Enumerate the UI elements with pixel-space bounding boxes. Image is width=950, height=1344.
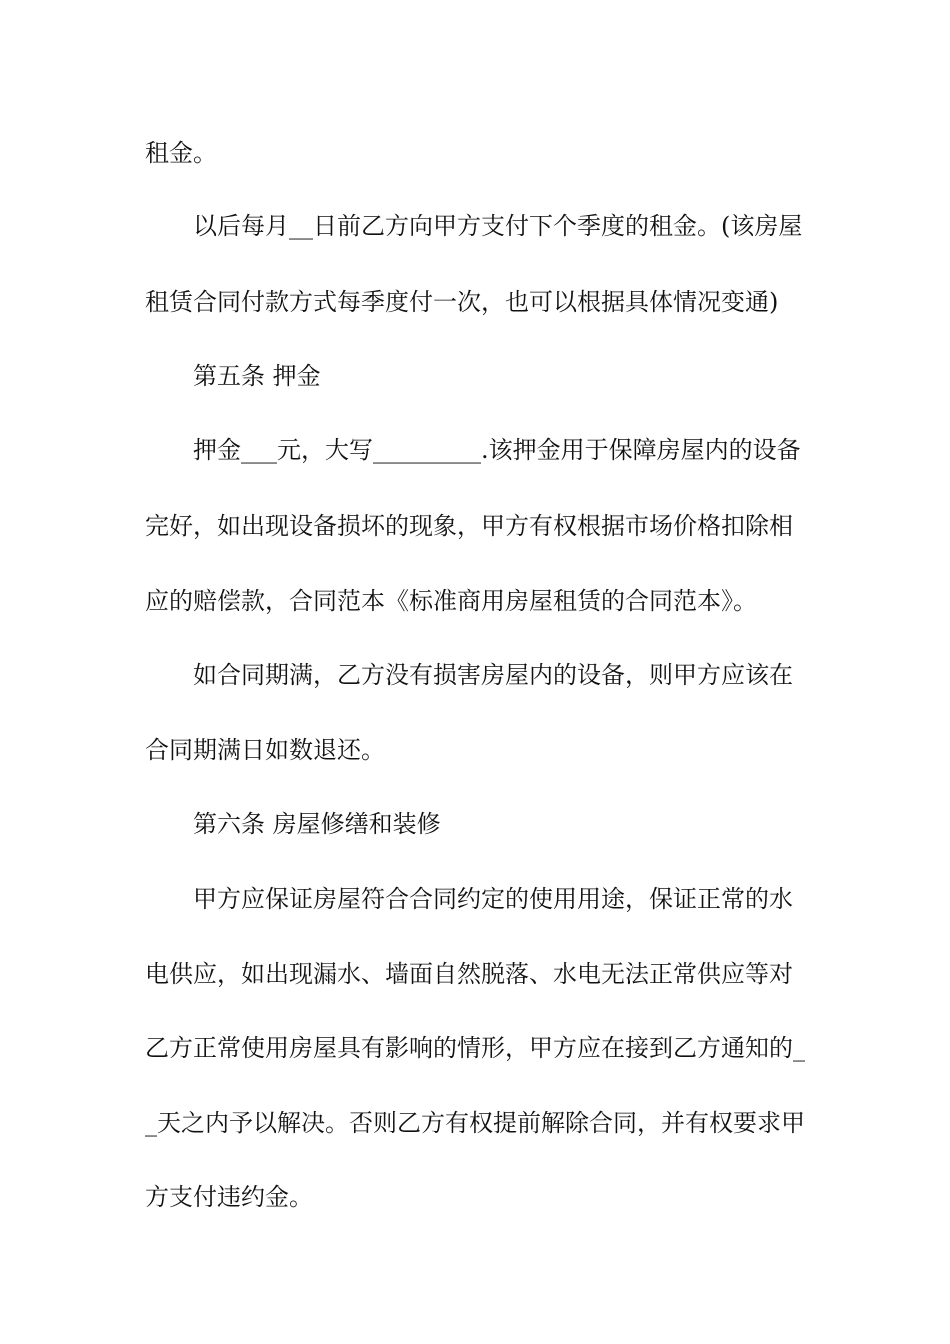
text-line-14: _天之内予以解决。否则乙方有权提前解除合同，并有权要求甲: [145, 1109, 805, 1137]
text-line-6: 完好，如出现设备损坏的现象，甲方有权根据市场价格扣除相: [145, 512, 793, 540]
text-line-9: 合同期满日如数退还。: [145, 736, 385, 764]
text-line-11: 甲方应保证房屋符合合同约定的使用用途，保证正常的水: [193, 885, 793, 913]
text-line-12: 电供应，如出现漏水、墙面自然脱落、水电无法正常供应等对: [145, 960, 793, 988]
text-line-5: 押金___元，大写_________.该押金用于保障房屋内的设备: [193, 436, 801, 464]
text-line-13: 乙方正常使用房屋具有影响的情形，甲方应在接到乙方通知的_: [145, 1034, 805, 1062]
section-heading-6: 第六条 房屋修缮和装修: [193, 810, 441, 838]
text-line-3: 租赁合同付款方式每季度付一次，也可以根据具体情况变通): [145, 288, 779, 316]
text-line-1: 租金。: [145, 139, 217, 167]
text-line-7: 应的赔偿款，合同范本《标准商用房屋租赁的合同范本》。: [145, 587, 757, 615]
text-line-8: 如合同期满，乙方没有损害房屋内的设备，则甲方应该在: [193, 661, 793, 689]
section-heading-5: 第五条 押金: [193, 362, 321, 390]
text-line-2: 以后每月__日前乙方向甲方支付下个季度的租金。(该房屋: [193, 212, 803, 240]
text-line-15: 方支付违约金。: [145, 1183, 313, 1211]
